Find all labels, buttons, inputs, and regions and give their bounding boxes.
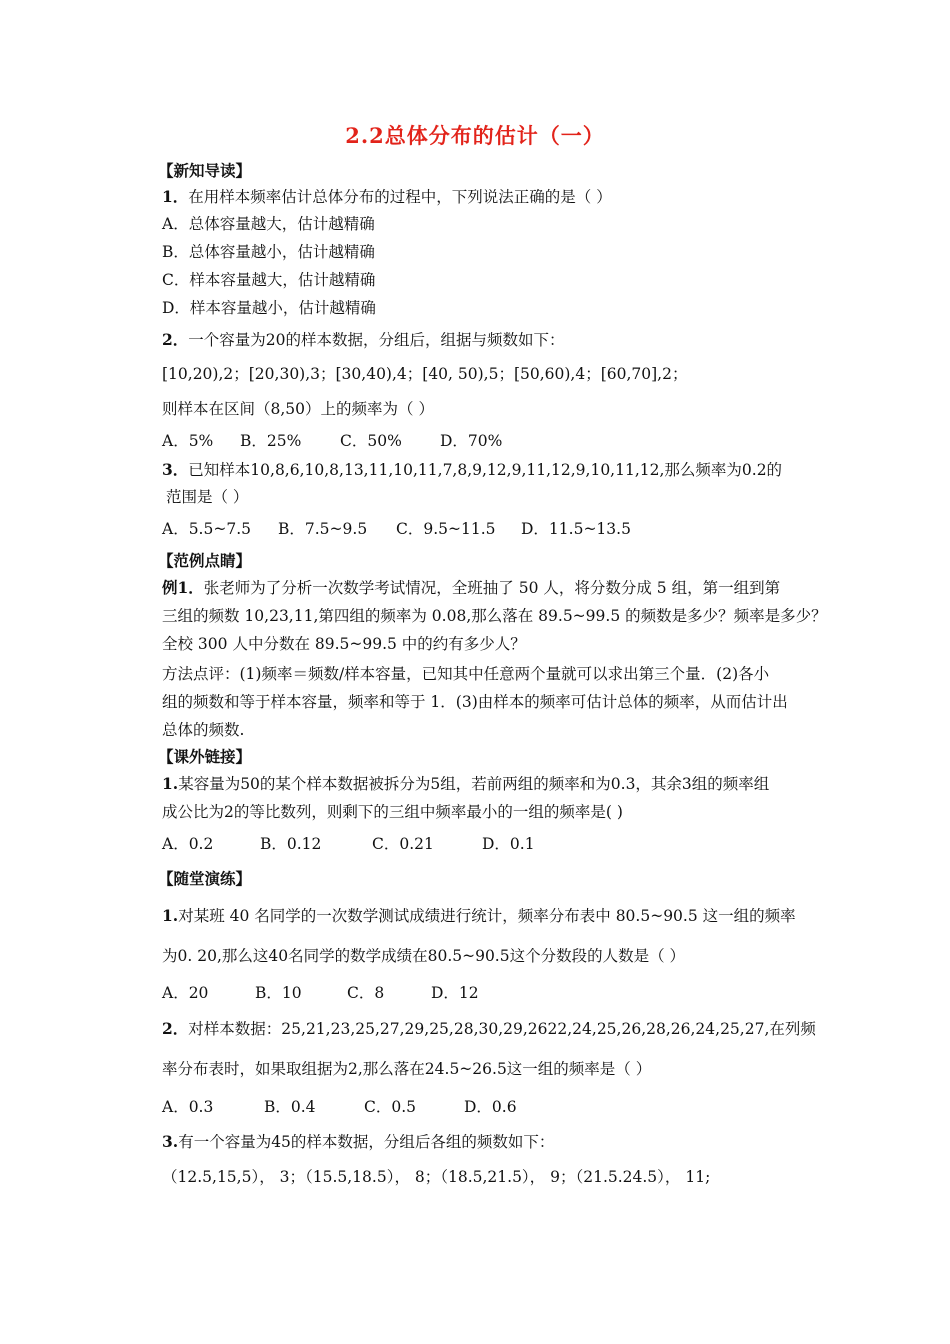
question-number: 2． [162, 1019, 189, 1038]
option-a: A．20 [162, 984, 209, 1002]
option-b: B．总体容量越小，估计越精确 [162, 243, 375, 261]
extension-question-line-1 [162, 773, 842, 795]
question-3-stem-cont: 范围是（ ） [166, 488, 249, 506]
practice-1-line-2: 为0. 20,那么这40名同学的数学成绩在80.5~90.5这个分数段的人数是（ ） [162, 947, 686, 965]
question-2-stem [162, 329, 842, 351]
question-text: 对某班 40 名同学的一次数学测试成绩进行统计，频率分布表中 80.5~90.5 这一组的频率 [178, 907, 796, 925]
method-comment-line-1: 方法点评：(1)频率＝频数/样本容量，已知其中任意两个量就可以求出第三个量．(2)各小 [162, 665, 770, 683]
option-b: B．10 [255, 984, 302, 1002]
question-text: 已知样本10,8,6,10,8,13,11,10,11,7,8,9,12,9,11,12,9,10,11,12,那么频率为0.2的 [188, 461, 783, 479]
question-2-ask: 则样本在区间（8,50）上的频率为（ ） [162, 400, 434, 418]
example-text: 张老师为了分析一次数学考试情况，全班抽了 50 人，将分数分成 5 组，第一组到第 [203, 579, 781, 597]
option-c: C．50% [340, 432, 402, 450]
option-d: D．0.6 [464, 1098, 517, 1116]
option-c: C．9.5~11.5 [396, 520, 496, 538]
question-number: 3． [162, 460, 189, 479]
option-c: C．8 [347, 984, 385, 1002]
question-number: 1. [162, 774, 179, 793]
practice-3-line-2: （12.5,15,5）， 3；（15.5,18.5）， 8；（18.5,21.5）， 9；（21.5.24.5）， 11; [162, 1168, 711, 1186]
section-heading-new-knowledge: 【新知导读】 [158, 161, 252, 180]
question-text: 一个容量为20的样本数据，分组后，组据与频数如下： [188, 331, 565, 349]
practice-1-options [162, 982, 842, 1004]
extension-question-line-2: 成公比为2的等比数列，则剩下的三组中频率最小的一组的频率是( ) [162, 803, 623, 821]
option-b: B．0.12 [260, 835, 322, 853]
option-b: B．0.4 [264, 1098, 316, 1116]
question-text: 有一个容量为45的样本数据，分组后各组的频数如下： [178, 1133, 555, 1151]
question-3-options [162, 518, 842, 540]
extension-options [162, 833, 842, 855]
page-title: 2.2总体分布的估计（一） [345, 123, 605, 148]
option-b: B．25% [240, 432, 302, 450]
question-3-stem [162, 459, 842, 481]
practice-2-line-2: 率分布表时，如果取组据为2,那么落在24.5~26.5这一组的频率是（ ） [162, 1060, 652, 1078]
example-1-line-2: 三组的频数 10,23,11,第四组的频率为 0.08,那么落在 89.5~99.5 的频数是多少？频率是多少？ [162, 607, 827, 625]
option-d: D．0.1 [482, 835, 535, 853]
question-number: 3. [162, 1132, 179, 1151]
method-comment-line-3: 总体的频数. [162, 721, 245, 739]
example-label: 例1． [162, 578, 204, 597]
option-d: D．12 [431, 984, 479, 1002]
example-1-line-1 [162, 577, 842, 599]
question-number: 1． [162, 187, 189, 206]
question-number: 2． [162, 330, 189, 349]
option-a: A．0.3 [162, 1098, 214, 1116]
section-heading-extension: 【课外链接】 [158, 747, 252, 766]
question-number: 1. [162, 906, 179, 925]
option-a: A．总体容量越大，估计越精确 [162, 215, 375, 233]
option-d: D．样本容量越小，估计越精确 [162, 299, 376, 317]
option-c: C．0.5 [364, 1098, 417, 1116]
question-text: 某容量为50的某个样本数据被拆分为5组，若前两组的频率和为0.3，其余3组的频率组 [178, 775, 770, 793]
question-2-data: [10,20),2；[20,30),3；[30,40),4；[40, 50),5；[50,60),4；[60,70],2； [162, 365, 688, 383]
question-text: 对样本数据：25,21,23,25,27,29,25,28,30,29,2622,24,25,26,28,26,24,25,27,在列频 [188, 1020, 816, 1038]
question-text: 在用样本频率估计总体分布的过程中，下列说法正确的是（ ） [188, 188, 612, 206]
option-c: C．样本容量越大，估计越精确 [162, 271, 376, 289]
option-a: A．5.5~7.5 [162, 520, 251, 538]
example-1-line-3: 全校 300 人中分数在 89.5~99.5 中的约有多少人？ [162, 635, 526, 653]
section-heading-practice: 【随堂演练】 [158, 869, 252, 888]
question-2-options [162, 430, 842, 452]
option-b: B．7.5~9.5 [278, 520, 368, 538]
practice-1-line-1 [162, 905, 842, 927]
method-comment-line-2: 组的频数和等于样本容量，频率和等于 1．(3)由样本的频率可估计总体的频率，从而估计出 [162, 693, 788, 711]
option-c: C．0.21 [372, 835, 434, 853]
practice-3-line-1 [162, 1131, 842, 1153]
option-d: D．11.5~13.5 [521, 520, 631, 538]
option-d: D．70% [440, 432, 503, 450]
section-heading-examples: 【范例点睛】 [158, 551, 252, 570]
question-1-stem [162, 186, 842, 208]
practice-2-options [162, 1096, 842, 1118]
option-a: A．5% [162, 432, 214, 450]
practice-2-line-1 [162, 1018, 842, 1040]
option-a: A．0.2 [162, 835, 214, 853]
